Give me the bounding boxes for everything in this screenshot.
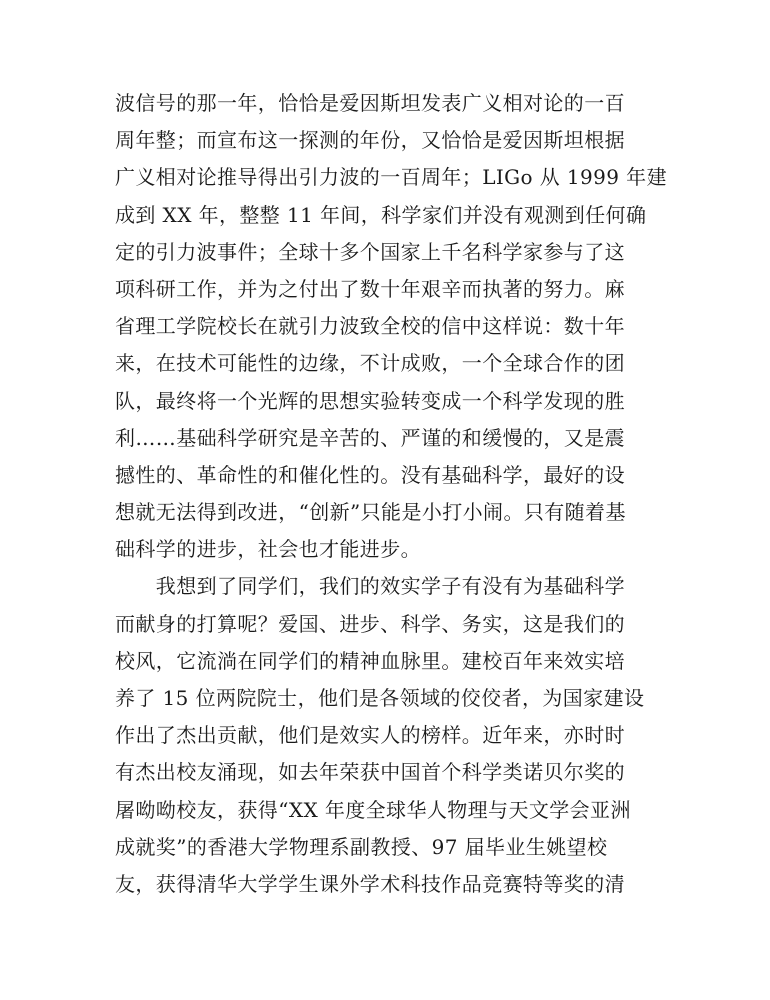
text-line: 养了 15 位两院院士，他们是各领域的佼佼者，为国家建设	[115, 686, 645, 710]
text-line: 而献身的打算呢？爱国、进步、科学、务实，这是我们的	[115, 611, 625, 636]
text-line: 础科学的进步，社会也才能进步。	[115, 537, 421, 562]
text-line: 队，最终将一个光辉的思想实验转变成一个科学发现的胜	[115, 388, 625, 413]
paragraph-start-line: 我想到了同学们，我们的效实学子有没有为基础科学	[115, 574, 625, 599]
text-line: 成就奖”的香港大学物理系副教授、97 届毕业生姚望校	[115, 834, 608, 859]
text-line: 省理工学院校长在就引力波致全校的信中这样说：数十年	[115, 314, 625, 339]
text-line: 波信号的那一年，恰恰是爱因斯坦发表广义相对论的一百	[115, 91, 625, 115]
text-line: 想就无法得到改进，“创新”只能是小打小闹。只有随着基	[115, 500, 626, 525]
text-line: 来，在技术可能性的边缘，不计成败，一个全球合作的团	[115, 351, 625, 376]
text-line: 友，获得清华大学学生课外学术科技作品竞赛特等奖的清	[115, 871, 625, 896]
text-line: 校风，它流淌在同学们的精神血脉里。建校百年来效实培	[115, 648, 625, 673]
text-line: 广义相对论推导得出引力波的一百周年；LIGo 从 1999 年建	[115, 165, 667, 190]
text-line: 有杰出校友涌现，如去年荣获中国首个科学类诺贝尔奖的	[115, 760, 625, 785]
text-line: 成到 XX 年，整整 11 年间，科学家们并没有观测到任何确	[115, 202, 647, 227]
text-line: 周年整；而宣布这一探测的年份，又恰恰是爱因斯坦根据	[115, 128, 625, 153]
text-line: 作出了杰出贡献，他们是效实人的榜样。近年来，亦时时	[115, 723, 625, 748]
text-line: 屠呦呦校友，获得“XX 年度全球华人物理与天文学会亚洲	[115, 797, 631, 822]
text-line: 撼性的、革命性的和催化性的。没有基础科学，最好的设	[115, 462, 625, 487]
text-line: 定的引力波事件；全球十多个国家上千名科学家参与了这	[115, 239, 625, 264]
text-line: 利……基础科学研究是辛苦的、严谨的和缓慢的，又是震	[115, 425, 625, 450]
body-text	[115, 85, 667, 903]
text-line: 项科研工作，并为之付出了数十年艰辛而执著的努力。麻	[115, 276, 625, 301]
